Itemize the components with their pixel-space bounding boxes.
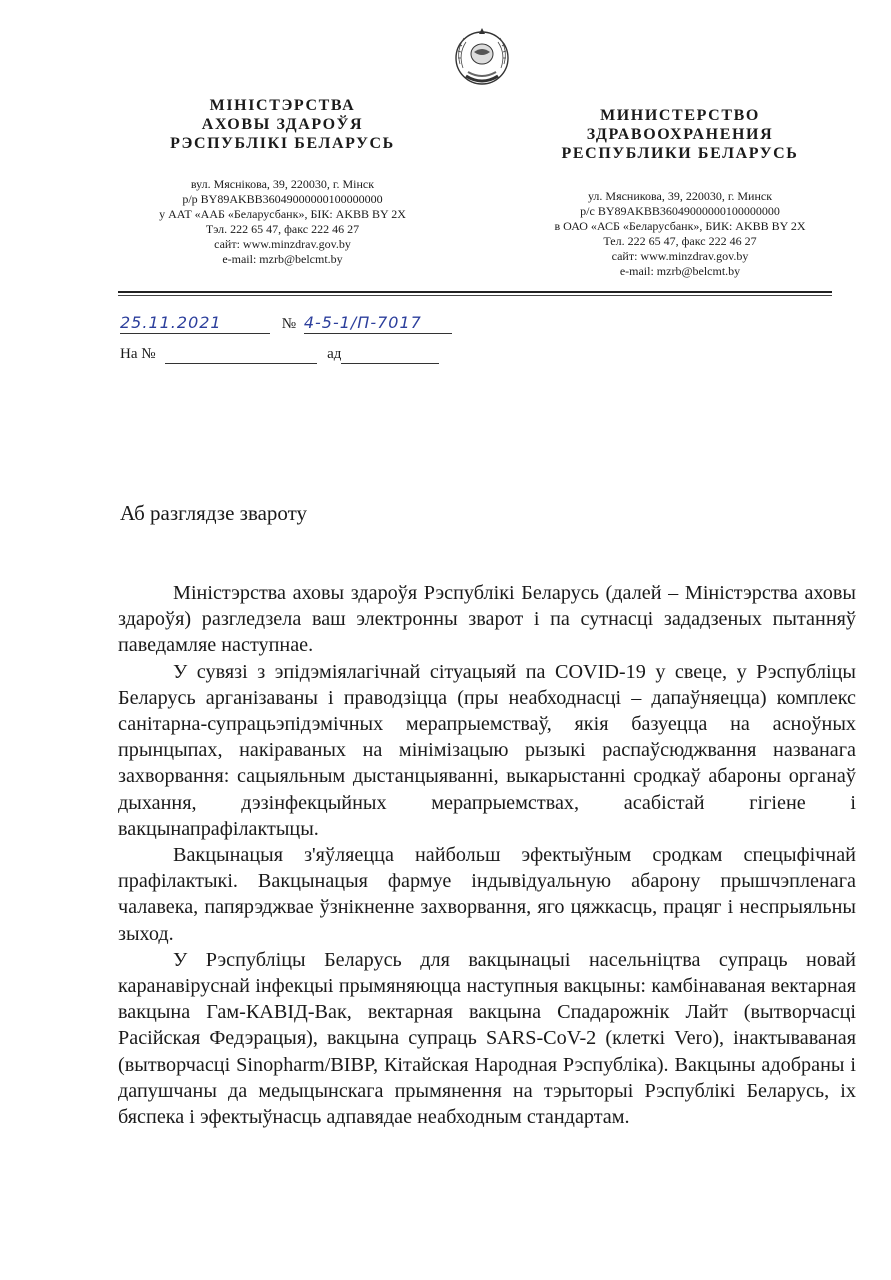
header-left (120, 96, 445, 267)
number-field (304, 313, 452, 334)
org-name-by: МІНІСТЭРСТВА АХОВЫ ЗДАРОЎЯ РЭСПУБЛІКІ БЕЛАРУСЬ (170, 97, 395, 152)
header-divider-thin (118, 295, 832, 296)
body-paragraph: Вакцынацыя з'яўляецца найбольш эфектыўным сродкам спецыфічнай прафілактыкі. Вакцынацыя фармуе індывідуальную абарону прышчэпленага чалавека, папярэджвае ўзнікненне захворвання, яго цяжкасць, працяг і неспрыяльны зыход. (118, 844, 856, 945)
letter-body (118, 580, 856, 1130)
reference-number-field (165, 346, 317, 364)
body-paragraph: Міністэрства аховы здароўя Рэспублікі Беларусь (далей – Міністэрства аховы здароўя) разгледзела ваш электронны зварот і па сутнасці зададзеных пытанняў паведамляе наступнае. (118, 582, 856, 657)
reference-date-field (341, 346, 439, 364)
header-right (525, 106, 835, 279)
reference-line (120, 346, 439, 364)
handwritten-date: 25.11.2021 (120, 313, 222, 332)
handwritten-number: 4-5-1/П-7017 (303, 313, 422, 332)
date-field (120, 313, 270, 334)
body-paragraph: У Рэспубліцы Беларусь для вакцынацыі насельніцтва супраць новай каранавіруснай інфекцыі прымяняюцца наступныя вакцыны: камбінаваная вектарная вакцына Гам-КАВІД-Вак, вектарная вакцына Спадарожнік Лайт (вытворчасці Расійская Федэрацыя), вакцына супраць SARS-CoV-2 (клеткі Vero), інактываваная (вытворчасці Sinopharm/BIBP, Кітайская Народная Рэспубліка). Вакцыны адобраны і дапушчаны да медыцынскага прымянення на тэрыторыі Рэспублікі Беларусь, іх бяспека і эфектыўнасць адпавядае неабходным стандартам. (118, 948, 856, 1129)
from-label: ад (327, 346, 342, 362)
header-divider (118, 291, 832, 293)
body-paragraph: У сувязі з эпідэміялагічнай сітуацыяй па COVID-19 у свеце, у Рэспубліцы Беларусь арганізаваны і праводзіцца (пры неабходнасці – дапаўняецца) комплекс санітарна-супрацьэпідэмічных мерапрыемстваў, якія базуецца на асноўных прынцыпах, накіраваных на мінімізацыю рызыкі распаўсюджвання названага захворвання: сацыяльным дыстанцыяванні, выкарыстанні сродкаў абароны органаў дыхання, дэзінфекцыйных мерапрыемствах, асабістай гігіене і вакцынапрафілактыцы. (118, 660, 856, 840)
letter-subject: Аб разглядзе звароту (120, 501, 308, 525)
org-address-by: вул. Мяснікова, 39, 220030, г. Мінск р/р BY89AKBB36049000000100000000 у ААТ «ААБ «Беларусбанк», БІК: AKBB BY 2X Тэл. 222 65 47, факс 222 46 27 сайт: www.minzdrav.gov.by e-mail: mzrb@belcmt.by (159, 177, 406, 266)
reference-label: На № (120, 346, 156, 362)
state-emblem-icon (452, 24, 512, 90)
org-address-ru: ул. Мясникова, 39, 220030, г. Минск р/с BY89AKBB36049000000100000000 в ОАО «АСБ «Беларусбанк», БИК: AKBB BY 2X Тел. 222 65 47, факс 222 46 27 сайт: www.minzdrav.gov.by e-mail: mzrb@belcmt.by (554, 189, 806, 278)
org-name-ru: МИНИСТЕРСТВО ЗДРАВООХРАНЕНИЯ РЕСПУБЛИКИ БЕЛАРУСЬ (561, 107, 799, 162)
registration-line (120, 313, 452, 334)
number-label: № (281, 316, 297, 332)
